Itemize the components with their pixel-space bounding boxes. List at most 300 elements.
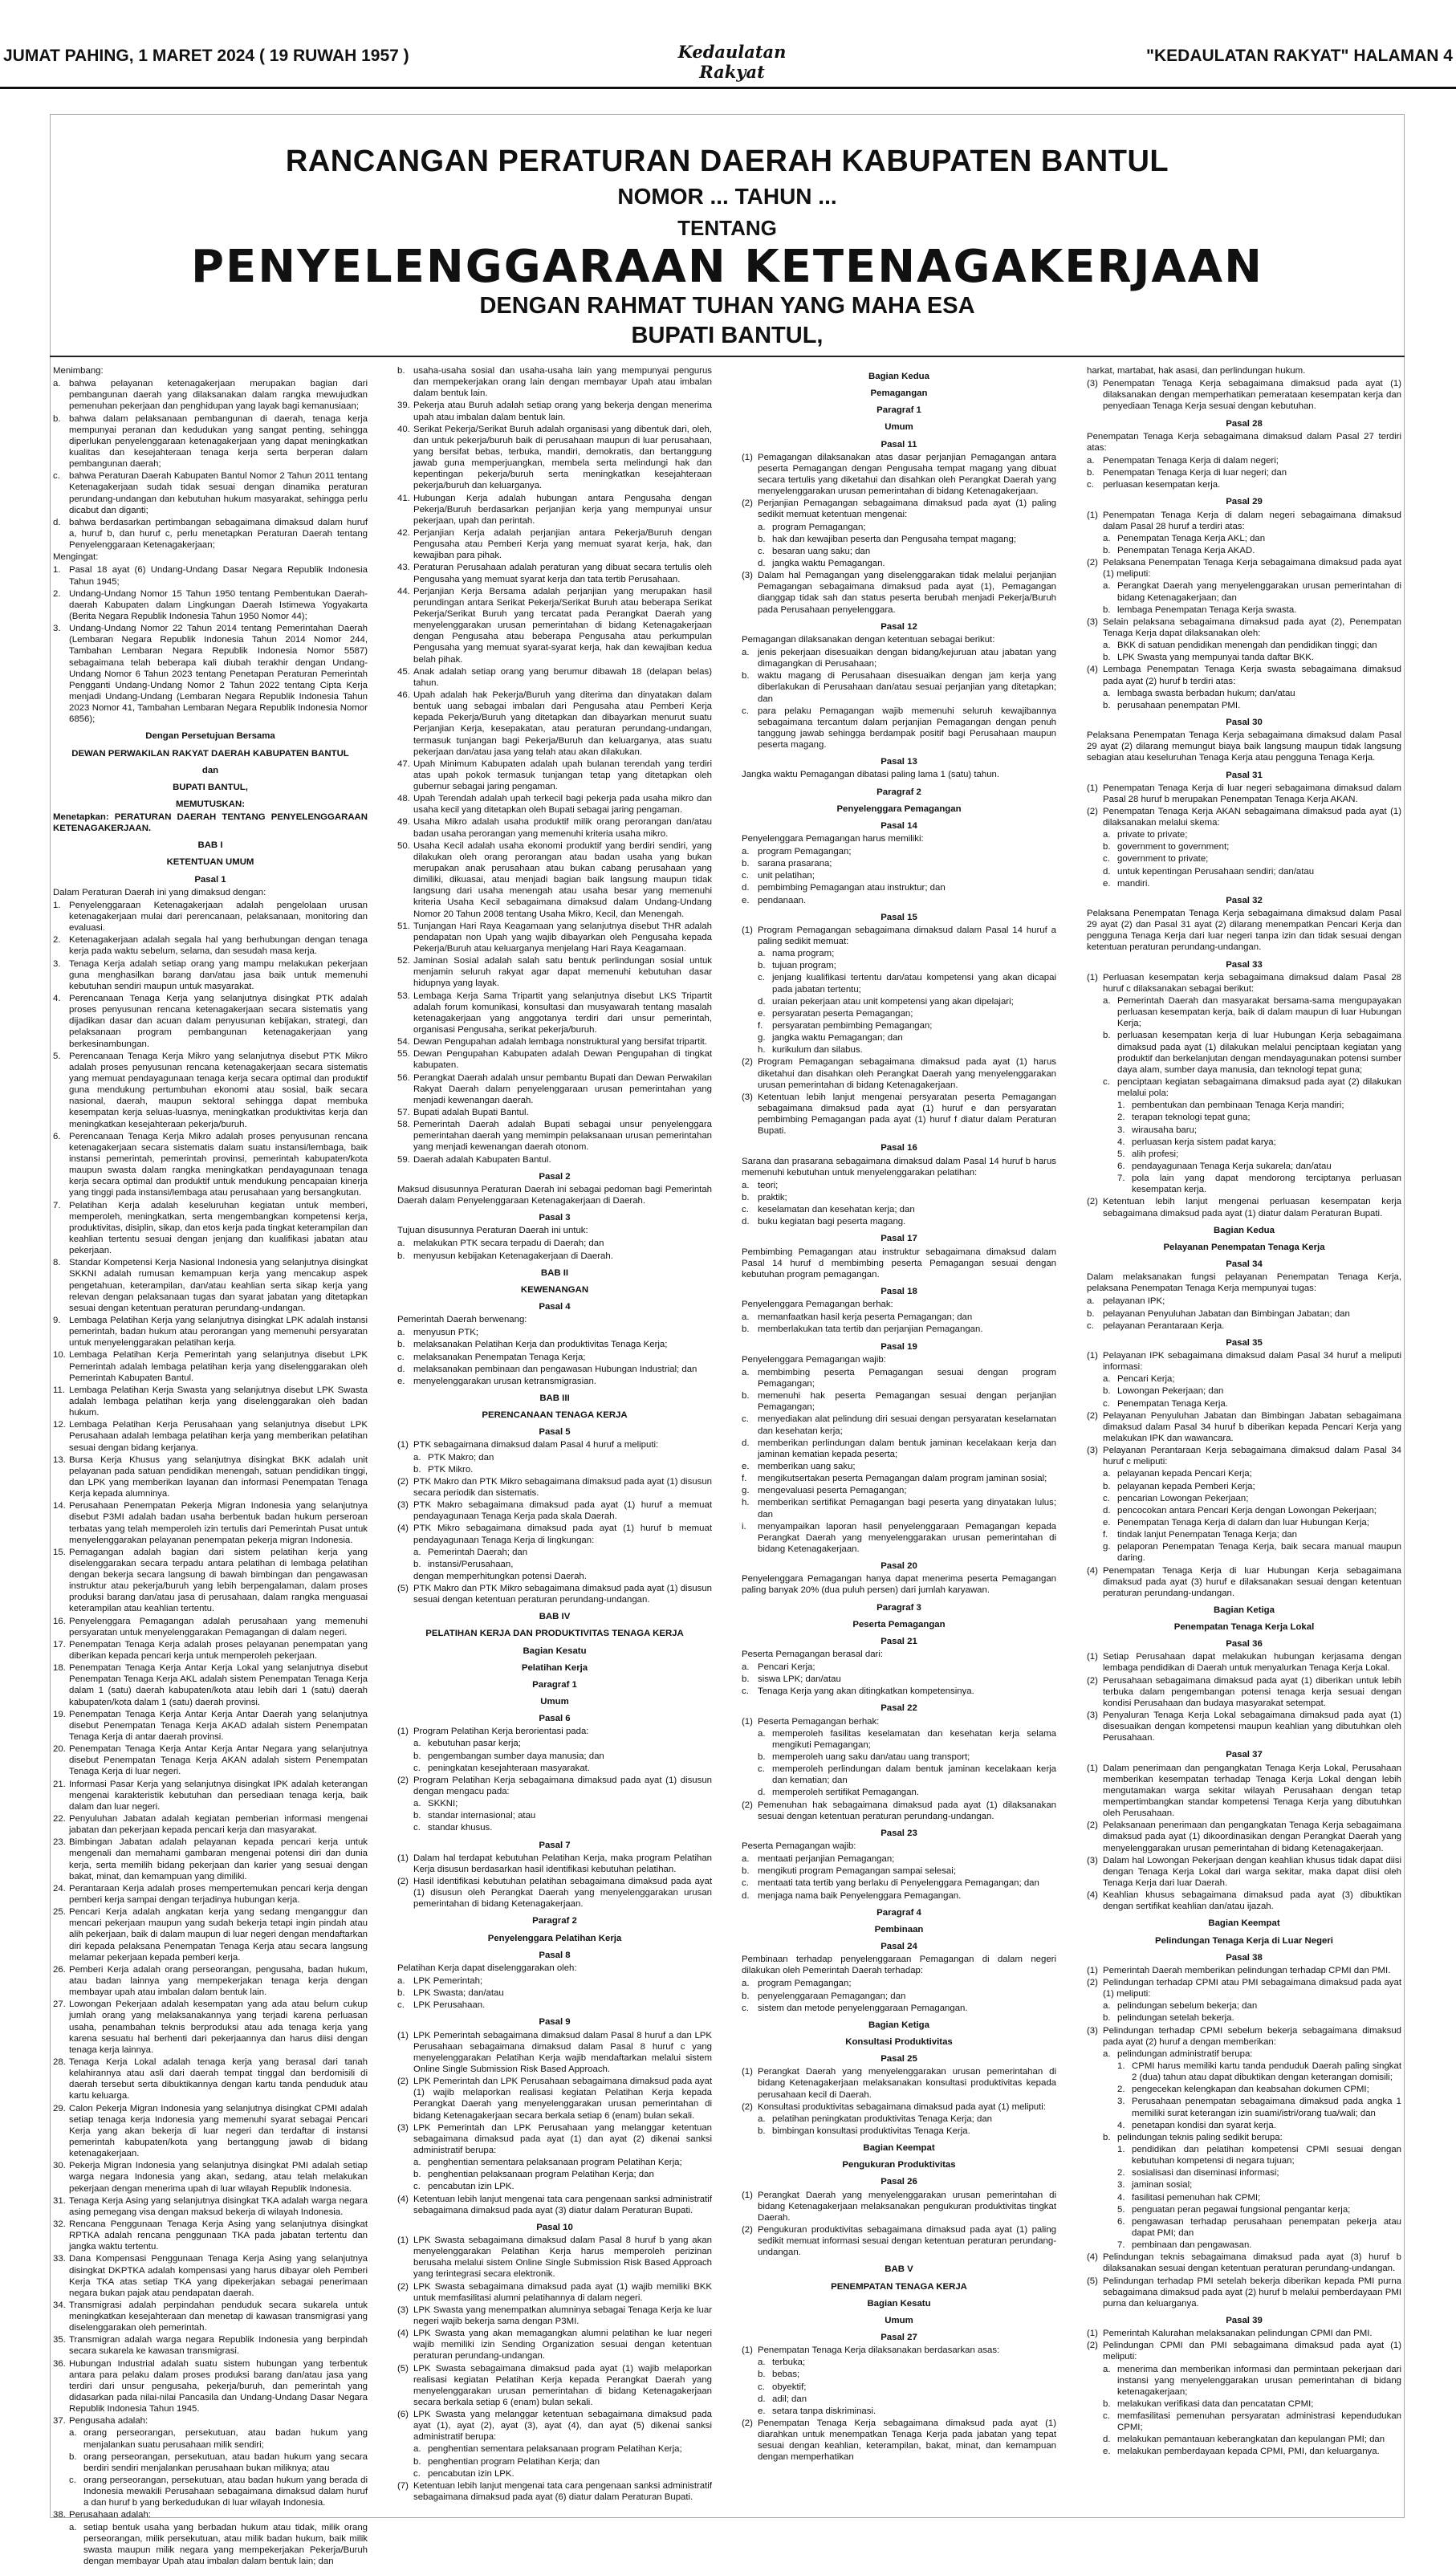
- section-heading: Pasal 32: [1226, 895, 1263, 905]
- item-number: (4): [397, 2194, 409, 2204]
- list-item: [397, 1523, 712, 1545]
- list-item: [53, 564, 368, 587]
- section-heading: Pasal 16: [881, 1143, 917, 1153]
- section-heading: Pasal 29: [1226, 497, 1263, 507]
- item-number: a.: [1103, 533, 1111, 543]
- item-text: persyaratan peserta Pemagangan;: [772, 1008, 913, 1019]
- list-item: [1087, 688, 1401, 699]
- item-number: b.: [397, 366, 405, 376]
- regulation-title: PENYELENGGARAAN KETENAGAKERJAAN: [191, 241, 1263, 293]
- item-text: Perusahaan sebagaimana dimaksud pada ayat (1) diberikan untuk lebih terbuka dalam pengembangan potensi tenaga kerja sesuai dengan kondisi Perusahaan dan budaya masyarakat setempat.: [1103, 1675, 1401, 1708]
- item-number: c.: [742, 2003, 749, 2013]
- item-number: 12.: [53, 1420, 66, 1430]
- item-text: Daerah adalah Kabupaten Bantul.: [413, 1154, 551, 1165]
- item-number: 22.: [53, 1814, 66, 1825]
- item-text: Perencanaan Tenaga Kerja Mikro yang selanjutnya disebut PTK Mikro adalah proses penyusunan rencana ketenagakerjaan secara sistematis yang memuat pendayagunaan tenaga kerja secara optimal dan produktif guna mendukung pertumbuhan ekonomi atau sosial, baik secara nasional, daerah, maupun sektoral sehingga dapat membuka kesempatan kerja seluas-luasnya, meningkatkan produktivitas kerja dan meningkatkan kesejahteraan pekerja/buruh.: [69, 1051, 368, 1129]
- item-number: a.: [1103, 830, 1111, 840]
- section-heading: PENEMPATAN TENAGA KERJA: [831, 2281, 967, 2292]
- item-number: b.: [758, 2370, 766, 2380]
- item-text: Lembaga Penempatan Tenaga Kerja swasta sebagaimana dimaksud pada ayat (2) huruf b terdiri atas:: [1103, 665, 1401, 686]
- item-number: 18.: [53, 1663, 66, 1674]
- item-text: Penempatan Tenaga Kerja di dalam negeri;: [1103, 455, 1279, 466]
- item-text: Perjanjian Kerja Bersama adalah perjanjian yang merupakan hasil perundingan antara Serikat Pekerja/Serikat Buruh atau beberapa Serikat Pekerja/Serikat Buruh yang tercatat pada Perangkat Daerah yang menyelenggarakan urusan pemerintahan di bidang Ketenagakerjaan dengan Pengusaha atau beberapa Pengusaha atau perkumpulan Pengusaha yang memuat syarat-syarat kerja, hak dan kewajiban kedua belah pihak.: [413, 586, 712, 665]
- item-text: LPK Pemerintah;: [413, 1976, 483, 1986]
- list-item: [1087, 1565, 1401, 1599]
- item-text: menyelenggarakan urusan ketransmigrasian.: [413, 1376, 596, 1386]
- item-text: instansi/Perusahaan,: [428, 1559, 514, 1569]
- list-item: [1087, 1350, 1401, 1373]
- item-text: Undang-Undang Nomor 15 Tahun 1950 tentang Pembentukan Daerah-daerah Kabupaten dalam Lingkungan Daerah Istimewa Yogyakarta (Berita Negara Republik Indonesia Tahun 1950 Nomor 44);: [69, 588, 368, 621]
- item-text: Usaha Mikro adalah usaha produktif milik orang perorangan dan/atau badan usaha perorangan yang memenuhi kriteria usaha mikro.: [413, 817, 712, 839]
- list-item: [397, 921, 712, 954]
- item-text: memberikan sertifikat Pemagangan bagi peserta yang dinyatakan lulus; dan: [758, 1498, 1056, 1519]
- item-text: uraian pekerjaan atau unit kompetensi yang akan dipelajari;: [772, 996, 1014, 1007]
- list-item: [397, 424, 712, 492]
- list-item: [53, 1257, 368, 1314]
- item-number: c.: [742, 1878, 749, 1889]
- section-heading: Peserta Pemagangan: [852, 1619, 946, 1629]
- item-text: mengikuti program Pemagangan sampai selesai;: [758, 1866, 956, 1877]
- item-text: pelindungan setelah bekerja.: [1117, 2013, 1234, 2024]
- item-text: pelayanan kepada Pemberi Kerja;: [1117, 1481, 1255, 1491]
- list-item: [1087, 866, 1401, 877]
- item-number: b.: [742, 671, 750, 681]
- list-item: [1087, 2434, 1401, 2445]
- item-text: Perusahaan Penempatan Pekerja Migran Indonesia yang selanjutnya disebut P3MI adalah badan usaha berbentuk badan hukum perseroan terbatas yang telah memperoleh izin tertulis dari Pemerintah Pusat untuk menyelenggarakan pelayanan penempatan pekerja migran Indonesia.: [69, 1501, 368, 1545]
- list-item: [1087, 479, 1401, 490]
- section-heading: Pasal 6: [539, 1714, 571, 1724]
- item-text: waktu magang di Perusahaan disesuaikan dengan jam kerja yang diberlakukan di Perusahaan dan/atau sesuai perjanjian yang ditetapkan; dan: [758, 671, 1056, 704]
- list-item: [397, 1763, 712, 1774]
- item-number: c.: [742, 871, 749, 881]
- list-item: [1087, 972, 1401, 995]
- list-item: [397, 1499, 712, 1522]
- item-number: c.: [413, 1763, 421, 1773]
- item-number: 49.: [397, 817, 410, 828]
- item-number: d.: [742, 1217, 750, 1227]
- item-number: 36.: [53, 2358, 66, 2369]
- item-number: (2): [1087, 1410, 1098, 1421]
- list-item: [53, 2415, 368, 2427]
- section-heading: Pasal 5: [539, 1427, 571, 1438]
- item-number: (2): [397, 2281, 409, 2292]
- paragraph: Pelaksana Penempatan Tenaga Kerja sebagaimana dimaksud dalam Pasal 29 ayat (2) dan Pasal 31 ayat (2) dilarang menempatkan Pencari Kerja dan pengguna Tenaga Kerja dari luar negeri tanpa izin dan tidak sesuai dengan ketentuan peraturan perundang-undangan.: [1087, 909, 1401, 953]
- item-text: Hubungan Kerja adalah hubungan antara Pengusaha dengan Pekerja/Buruh berdasarkan perjanjian kerja yang mempunyai unsur pekerjaan, upah dan perintah.: [413, 493, 712, 526]
- list-item: [1087, 1308, 1401, 1320]
- list-item: [742, 2406, 1056, 2417]
- item-number: (2): [1087, 2341, 1098, 2351]
- item-number: b.: [413, 2456, 421, 2467]
- paragraph: Pelaksana Penempatan Tenaga Kerja sebagaimana dimaksud dalam Pasal 29 ayat (2) dilarang memungut biaya baik langsung maupun tidak langsung sebagian atau keseluruhan Tenaga Kerja atau pengguna Tenaga Kerja.: [1087, 730, 1401, 763]
- list-item: [53, 958, 368, 992]
- item-number: 13.: [53, 1454, 66, 1465]
- section-heading: Pasal 22: [881, 1703, 917, 1714]
- item-number: 8.: [53, 1258, 61, 1268]
- list-item: [1087, 2252, 1401, 2274]
- section-heading: Pasal 38: [1226, 1952, 1263, 1963]
- item-text: Pelayanan Perantaraan Kerja sebagaimana dimaksud dalam Pasal 34 huruf c meliputi:: [1103, 1446, 1401, 1467]
- item-number: a.: [1103, 1374, 1111, 1385]
- list-item: [53, 378, 368, 412]
- item-text: Penyelenggara Pemagangan adalah perusahaan yang memenuhi persyaratan untuk menyelenggarakan Pemagangan di dalam negeri.: [69, 1616, 368, 1637]
- list-item: [397, 1036, 712, 1048]
- item-text: Pemerintah Daerah adalah Bupati sebagai unsur penyelenggara pemerintahan daerah yang memimpin pelaksanaan urusan pemerintahan yang menjadi kewenangan daerah otonom.: [413, 1120, 712, 1153]
- list-item: [1087, 2204, 1401, 2215]
- item-number: b.: [397, 1988, 405, 1999]
- list-item: [397, 1547, 712, 1558]
- page-label: "KEDAULATAN RAKYAT" HALAMAN 4: [1146, 47, 1453, 65]
- list-item: [53, 1385, 368, 1418]
- list-item: [397, 2194, 712, 2216]
- item-number: b.: [742, 1674, 750, 1685]
- paragraph: Pembinaan terhadap penyelenggaraan Pemagangan di dalam negeri dilakukan oleh Pemerintah Daerah terhadap:: [742, 1955, 1056, 1976]
- list-item: [397, 1154, 712, 1166]
- list-item: [742, 1324, 1056, 1335]
- item-text: melakukan pemantauan keberangkatan dan kepulangan PMI; dan: [1117, 2435, 1385, 2445]
- list-item: [53, 2160, 368, 2194]
- list-item: [1087, 1161, 1401, 1172]
- section-heading: Pasal 9: [539, 2017, 571, 2028]
- item-number: (3): [742, 571, 753, 581]
- item-number: (1): [1087, 2329, 1098, 2339]
- item-text: bahwa dalam pelaksanaan pembangunan di daerah, tenaga kerja mempunyai peranan dan kedudukan yang sangat penting, sehingga diperlukan penyelenggaraan ketenagakerjaan yang dapat meningkatkan kualitas dan kesejahteraan tenaga kerja serta berperan dalam pembangunan daerah;: [69, 413, 368, 470]
- item-number: d.: [53, 517, 61, 527]
- item-number: (1): [1087, 510, 1098, 520]
- item-text: Transmigran adalah warga negara Republik Indonesia yang berpindah secara sukarela ke kawasan transmigrasi.: [69, 2335, 368, 2357]
- text-column-1: [53, 365, 368, 2567]
- item-number: (2): [742, 1057, 753, 1068]
- list-item: [742, 1461, 1056, 1472]
- section-heading: Umum: [540, 1697, 569, 1707]
- item-text: terapan teknologi tepat guna;: [1132, 1113, 1251, 1123]
- item-number: (2): [742, 2101, 753, 2112]
- list-item: [1087, 664, 1401, 686]
- section-heading: Pelayanan Penempatan Tenaga Kerja: [1163, 1242, 1325, 1252]
- list-item: [742, 452, 1056, 498]
- item-number: (1): [742, 2067, 753, 2077]
- item-text: bahwa pelayanan ketenagakerjaan merupakan bagian dari pembangunan daerah yang dilaksanakan dalam rangka mewujudkan pemenuhan pekerjaan dan penghidupan yang layak bagi kemanusiaan;: [69, 379, 368, 412]
- item-text: government to private;: [1117, 854, 1209, 864]
- item-text: Pelindungan terhadap CPMI atau PMI sebagaimana dimaksud pada ayat (1) meliputi:: [1103, 1978, 1401, 1999]
- item-text: BKK di satuan pendidikan menengah dan pendidikan tinggi; dan: [1117, 641, 1377, 651]
- list-item: [53, 1349, 368, 1383]
- item-number: 4.: [1117, 2192, 1125, 2203]
- item-text: teori;: [758, 1180, 779, 1190]
- item-number: 35.: [53, 2335, 66, 2345]
- item-text: Pencari Kerja adalah angkatan kerja yang sedang menganggur dan mencari pekerjaan maupun yang sudah bekerja tetapi ingin pindah atau alih pekerjaan, baik di dalam maupun di luar negeri dengan mendaftarkan diri kepada pelaksana Penempatan Tenaga Kerja atau secara langsung melamar pekerjaan kepada pemberi kerja.: [69, 1907, 368, 1963]
- list-item: [1087, 1410, 1401, 1444]
- item-text: melaksanakan Pelatihan Kerja dan produktivitas Tenaga Kerja;: [413, 1340, 668, 1350]
- list-item: [53, 1813, 368, 1836]
- list-item: [1087, 1763, 1401, 1820]
- item-text: pelindungan teknis paling sedikit berupa:: [1117, 2132, 1283, 2142]
- item-text: melakukan pemberdayaan kepada CPMI, PMI, dan keluarganya.: [1117, 2447, 1380, 2457]
- item-text: Lembaga Pelatihan Kerja Pemerintah yang selanjutnya disebut LPK Pemerintah adalah lembaga pelatihan kerja yang diselenggarakan oleh Pemerintah Kabupaten Bantul.: [69, 1350, 368, 1383]
- list-item: [397, 1107, 712, 1118]
- item-number: a.: [1103, 2048, 1111, 2059]
- item-number: b.: [397, 1340, 405, 1350]
- section-heading: Pembinaan: [874, 1924, 924, 1934]
- list-item: [742, 1853, 1056, 1865]
- item-number: (3): [1087, 2025, 1098, 2036]
- list-item: [397, 1072, 712, 1106]
- item-text: Penempatan Tenaga Kerja di luar Hubungan Kerja sebagaimana dimaksud pada ayat (3) huruf e dilaksanakan sesuai dengan ketentuan peraturan perundang-undangan.: [1103, 1565, 1401, 1598]
- item-number: a.: [758, 2357, 766, 2368]
- item-number: b.: [1103, 2132, 1111, 2142]
- section-heading: Pasal 27: [881, 2332, 917, 2342]
- item-text: bimbingan konsultasi produktivitas Tenaga Kerja.: [772, 2126, 970, 2136]
- item-number: a.: [397, 1976, 405, 1986]
- list-item: [53, 1964, 368, 1998]
- section-heading: Pasal 20: [881, 1561, 917, 1572]
- item-number: 3.: [1117, 2180, 1125, 2191]
- list-item: [1087, 1125, 1401, 1136]
- item-text: Perencanaan Tenaga Kerja Mikro adalah proses penyusunan rencana ketenagakerjaan secara sistematis dalam suatu instansi/lembaga, baik instansi pemerintah, pemerintah provinsi, pemerintah kabupaten/kota maupun swasta dalam rangka meningkatkan pendayagunaan tenaga kerja secara optimal dan produktif untuk mendukung pencapaian kinerja yang tinggi pada instansi/lembaga atau perusahaan yang bersangkutan.: [69, 1131, 368, 1198]
- item-number: (3): [1087, 1446, 1098, 1456]
- section-heading: Pelatihan Kerja: [521, 1662, 588, 1673]
- list-item: [1087, 1710, 1401, 1743]
- item-number: 29.: [53, 2103, 66, 2113]
- list-item: [397, 666, 712, 689]
- item-number: (6): [397, 2410, 409, 2420]
- list-item: [1087, 853, 1401, 864]
- section-heading: Pelindungan Tenaga Kerja di Luar Negeri: [1155, 1935, 1333, 1946]
- list-item: [397, 365, 712, 399]
- item-text: Tenaga Kerja Asing yang selanjutnya disingkat TKA adalah warga negara asing pemegang visa dengan maksud bekerja di wilayah Indonesia.: [69, 2195, 368, 2217]
- item-number: 3.: [1117, 2097, 1125, 2107]
- list-item: [397, 1726, 712, 1737]
- list-item: [397, 1798, 712, 1809]
- item-number: b.: [758, 961, 766, 971]
- item-number: a.: [758, 1728, 766, 1739]
- item-number: a.: [413, 1799, 421, 1809]
- list-item: [1087, 806, 1401, 828]
- item-number: 45.: [397, 666, 410, 677]
- section-heading: Paragraf 1: [532, 1679, 577, 1690]
- item-text: mentaati perjanjian Pemagangan;: [758, 1854, 895, 1865]
- item-text: Pelindungan CPMI dan PMI sebagaimana dimaksud pada ayat (1) meliputi:: [1103, 2341, 1401, 2362]
- item-number: 1.: [53, 900, 61, 910]
- item-text: Perusahaan penempatan sebagaimana dimaksud pada angka 1 memiliki surat keterangan izin suami/istri/orang tua/wali; dan: [1132, 2097, 1401, 2118]
- item-text: bebas;: [772, 2370, 800, 2380]
- item-number: b.: [413, 2170, 421, 2180]
- paragraph: Menimbang:: [53, 366, 104, 376]
- item-number: 5.: [53, 1051, 61, 1061]
- list-item: [397, 2328, 712, 2362]
- list-item: [397, 1975, 712, 1987]
- item-number: a.: [413, 1547, 421, 1557]
- item-number: b.: [413, 1751, 421, 1761]
- paragraph: Pelatihan Kerja dapat diselenggarakan oleh:: [397, 1963, 577, 1973]
- list-item: [397, 1119, 712, 1153]
- item-text: memanfaatkan hasil kerja peserta Pemagangan; dan: [758, 1312, 973, 1323]
- item-text: kebutuhan pasar kerja;: [428, 1739, 521, 1749]
- item-number: 3.: [53, 958, 61, 969]
- item-text: Penempatan Tenaga Kerja AKL; dan: [1117, 533, 1266, 543]
- paragraph: Maksud disusunnya Peraturan Daerah ini sebagai pedoman bagi Pemerintah Daerah dalam Penyelenggaraan Ketenagakerjaan di Daerah.: [397, 1184, 712, 1206]
- section-heading: Paragraf 1: [876, 405, 921, 416]
- text-column-3: [742, 365, 1056, 2510]
- item-number: a.: [53, 379, 61, 389]
- item-number: 34.: [53, 2300, 66, 2310]
- item-text: Upah Terendah adalah upah terkecil bagi pekerja pada usaha mikro dan usaha kecil yang ditetapkan oleh Bupati sebagai jaring pengaman.: [413, 794, 712, 816]
- item-number: b.: [742, 1193, 750, 1202]
- list-item: [397, 1876, 712, 1910]
- item-number: (2): [742, 2224, 753, 2235]
- item-number: 33.: [53, 2254, 66, 2264]
- list-item: [742, 2190, 1056, 2223]
- item-text: Calon Pekerja Migran Indonesia yang selanjutnya disingkat CPMI adalah setiap tenaga kerja Indonesia yang memenuhi syarat sebagai Pencari Kerja yang akan bekerja di luar negeri dan terdaftar di instansi pemerintah kabupaten/kota yang bertanggung jawab di bidang ketenagakerjaan.: [69, 2103, 368, 2159]
- list-item: [397, 1452, 712, 1463]
- list-item: [1087, 1468, 1401, 1479]
- item-text: Perluasan kesempatan kerja sebagaimana dimaksud dalam Pasal 28 huruf c dilaksanakan sebagai berikut:: [1103, 972, 1401, 994]
- list-item: [397, 2281, 712, 2304]
- list-item: [53, 1616, 368, 1638]
- item-text: memberlakukan tata tertib dan perjanjian Pemagangan.: [758, 1324, 983, 1335]
- list-item: [1087, 455, 1401, 466]
- item-number: b.: [1103, 1031, 1111, 1041]
- item-text: penguatan peran pegawai fungsional pengantar kerja;: [1132, 2204, 1351, 2215]
- paragraph: Dalam melaksanakan fungsi pelayanan Penempatan Tenaga Kerja, pelaksana Penempatan Tenaga Kerja mempunyai tugas:: [1087, 1272, 1401, 1294]
- section-heading: Pengukuran Produktivitas: [842, 2160, 956, 2170]
- list-item: [397, 1476, 712, 1499]
- item-text: Perangkat Daerah yang menyelenggarakan urusan pemerintahan di bidang Ketenagakerjaan; dan: [1117, 581, 1401, 603]
- item-number: 19.: [53, 1709, 66, 1719]
- item-text: penghentian sementara pelaksanaan program Pelatihan Kerja;: [428, 2444, 682, 2455]
- list-item: [397, 2305, 712, 2327]
- section-heading: Penyelenggara Pemagangan: [836, 803, 962, 814]
- item-text: LPK Swasta yang melanggar ketentuan sebagaimana dimaksud pada ayat (1), ayat (2), ayat (3), ayat (4), dan ayat (5) dikenai sanksi administratif berupa:: [413, 2410, 712, 2443]
- paragraph: harkat, martabat, hak asasi, dan perlindungan hukum.: [1087, 366, 1306, 376]
- item-number: g.: [742, 1486, 750, 1496]
- item-number: d.: [758, 2394, 766, 2404]
- item-text: melaksanakan Penempatan Tenaga Kerja;: [413, 1352, 586, 1362]
- item-number: 41.: [397, 493, 410, 503]
- list-item: [53, 517, 368, 551]
- list-item: [1087, 1030, 1401, 1076]
- item-number: (2): [397, 2077, 409, 2087]
- item-text: bahwa berdasarkan pertimbangan sebagaimana dimaksud dalam huruf a, huruf b, dan huruf c, perlu menetapkan Peraturan Daerah tentang Penyelenggaraan Ketenagakerjaan;: [69, 517, 368, 551]
- item-text: penetapan kondisi dan syarat kerja.: [1132, 2120, 1276, 2130]
- item-number: (2): [742, 1800, 753, 1810]
- section-heading: Pasal 31: [1226, 770, 1263, 780]
- section-heading: BAB V: [885, 2264, 913, 2275]
- list-item: [742, 2003, 1056, 2014]
- list-item: [742, 1216, 1056, 1227]
- item-text: buku kegiatan bagi peserta magang.: [758, 1217, 906, 1227]
- item-number: 32.: [53, 2219, 66, 2229]
- item-number: 9.: [53, 1315, 61, 1325]
- item-number: f.: [1103, 1530, 1108, 1540]
- section-heading: Pasal 1: [194, 874, 226, 885]
- list-item: [1087, 640, 1401, 651]
- section-heading: Paragraf 2: [876, 787, 921, 797]
- item-number: 51.: [397, 921, 410, 931]
- item-number: c.: [413, 2182, 421, 2192]
- item-text: setiap bentuk usaha yang berbadan hukum atau tidak, milik orang perseorangan, milik persekutuan, atau milik badan hukum, baik milik swasta maupun milik negara yang mempekerjakan Pekerja/Buruh dengan membayar Upah atau imbalan dalam bentuk lain; dan: [83, 2522, 368, 2567]
- item-text: Pemagangan adalah bagian dari sistem pelatihan kerja yang diselenggarakan secara terpadu antara pelatihan di lembaga pelatihan dengan bekerja secara langsung di bawah bimbingan dan pengawasan instruktur atau pekerja/buruh yang lebih berpengalaman, dalam proses produksi barang dan/atau jasa di perusahaan, dalam rangka menguasai keterampilan atau keahlian tertentu.: [69, 1547, 368, 1614]
- list-item: [1087, 2025, 1401, 2048]
- item-number: a.: [1103, 581, 1111, 592]
- item-text: Upah adalah hak Pekerja/Buruh yang diterima dan dinyatakan dalam bentuk uang sebagai imbalan dari Pengusaha atau Pemberi Kerja kepada Pekerja/Buruh yang ditetapkan dan dibayarkan menurut suatu Perjanjian Kerja, kesepakatan, atau peraturan perundang-undangan, termasuk tunjangan bagi Pekerja/Buruh dan keluarganya, atas suatu pekerjaan dan/atau jasa yang telah atau akan dilakukan.: [413, 690, 712, 757]
- list-item: [53, 2509, 368, 2520]
- list-item: [1087, 533, 1401, 544]
- item-number: 6.: [1117, 1161, 1125, 1171]
- item-text: dengan memperhitungkan potensi Daerah.: [413, 1571, 587, 1581]
- item-number: 7.: [1117, 2240, 1125, 2251]
- section-heading: Pasal 12: [881, 621, 917, 632]
- item-text: Transmigrasi adalah perpindahan penduduk secara sukarela untuk meningkatkan kesejahteraan dan menetap di kawasan transmigrasi yang diselenggarakan oleh pemerintah.: [69, 2300, 368, 2333]
- list-item: [397, 1999, 712, 2011]
- list-item: [1087, 1112, 1401, 1123]
- list-item: [742, 1485, 1056, 1496]
- item-text: Perantaraan Kerja adalah proses mempertemukan pencari kerja dengan pemberi kerja sampai dengan terjadinya hubungan kerja.: [69, 1883, 368, 1905]
- list-item: [742, 558, 1056, 569]
- list-item: [742, 2394, 1056, 2405]
- list-item: [1087, 2340, 1401, 2362]
- paragraph: Pemagangan dilaksanakan dengan ketentuan sebagai berikut:: [742, 634, 995, 645]
- list-item: [742, 996, 1056, 1007]
- list-item: [1087, 580, 1401, 603]
- item-number: (3): [397, 2305, 409, 2315]
- list-item: [53, 1709, 368, 1743]
- item-text: orang perseorangan, persekutuan, atau badan hukum yang secara berdiri sendiri menjalankan perusahaan bukan miliknya; atau: [83, 2451, 368, 2473]
- item-text: jangka waktu Pemagangan; dan: [772, 1033, 903, 1043]
- item-text: Penyaluran Tenaga Kerja Lokal sebagaimana dimaksud pada ayat (1) disesuaikan dengan kompetensi maupun keahlian yang dibutuhkan oleh Perusahaan.: [1103, 1711, 1401, 1743]
- paragraph: Penyelenggara Pemagangan wajib:: [742, 1354, 886, 1365]
- list-item: [53, 934, 368, 957]
- section-heading: KEWENANGAN: [520, 1284, 589, 1295]
- section-heading: Pasal 4: [539, 1301, 571, 1312]
- list-item: [1087, 1149, 1401, 1160]
- list-item: [397, 840, 712, 920]
- paragraph: Menetapkan: PERATURAN DAERAH TENTANG PENYELENGGARAAN KETENAGAKERJAAN.: [53, 812, 368, 834]
- list-item: [397, 1048, 712, 1071]
- item-text: perluasan kesempatan kerja.: [1103, 480, 1221, 490]
- list-item: [53, 2358, 368, 2415]
- item-text: terbuka;: [772, 2357, 806, 2368]
- item-text: mengikutsertakan peserta Pemagangan dalam program jaminan sosial;: [758, 1474, 1047, 1484]
- item-number: 15.: [53, 1547, 66, 1557]
- list-item: [742, 647, 1056, 669]
- list-item: [53, 1547, 368, 1615]
- item-text: pelayanan kepada Pencari Kerja;: [1117, 1469, 1252, 1479]
- list-item: [53, 2522, 368, 2567]
- item-text: Bursa Kerja Khusus yang selanjutnya disingkat BKK adalah unit pelayanan pada satuan pendidikan menengah, satuan pendidikan tinggi, dan LPK yang memberikan layanan dan informasi Penempatan Tenaga Kerja kepada alumninya.: [69, 1454, 368, 1499]
- item-number: (2): [397, 1476, 409, 1487]
- item-number: (4): [1087, 2252, 1098, 2263]
- item-text: Pelayanan Penyuluhan Jabatan dan Bimbingan Jabatan sebagaimana dimaksud dalam Pasal 34 huruf b diberikan kepada Pencari Kerja yang melakukan IPK dan wawancara.: [1103, 1410, 1401, 1443]
- regent-label: BUPATI BANTUL,: [631, 323, 824, 348]
- paragraph: Peserta Pemagangan wajib:: [742, 1841, 856, 1852]
- list-item: [397, 1339, 712, 1350]
- item-number: h.: [758, 1045, 766, 1056]
- item-number: b.: [742, 859, 750, 869]
- item-number: 14.: [53, 1501, 66, 1511]
- list-item: [1087, 1385, 1401, 1397]
- item-number: c.: [758, 2382, 765, 2392]
- item-number: 2.: [53, 588, 61, 599]
- list-item: [397, 2456, 712, 2467]
- item-text: Pemerintah Kalurahan melaksanakan pelindungan CPMI dan PMI.: [1103, 2329, 1373, 2339]
- item-text: Program Pelatihan Kerja sebagaimana dimaksud pada ayat (1) disusun dengan mengacu pada:: [413, 1775, 712, 1797]
- item-text: pengawasan terhadap perusahaan penempatan pekerja atau dapat PMI; dan: [1132, 2216, 1401, 2238]
- item-number: 7.: [53, 1200, 61, 1210]
- section-heading: Dengan Persetujuan Bersama: [145, 731, 275, 742]
- item-number: c.: [742, 706, 749, 716]
- section-heading: Bagian Keempat: [1208, 1918, 1280, 1929]
- list-item: [397, 793, 712, 816]
